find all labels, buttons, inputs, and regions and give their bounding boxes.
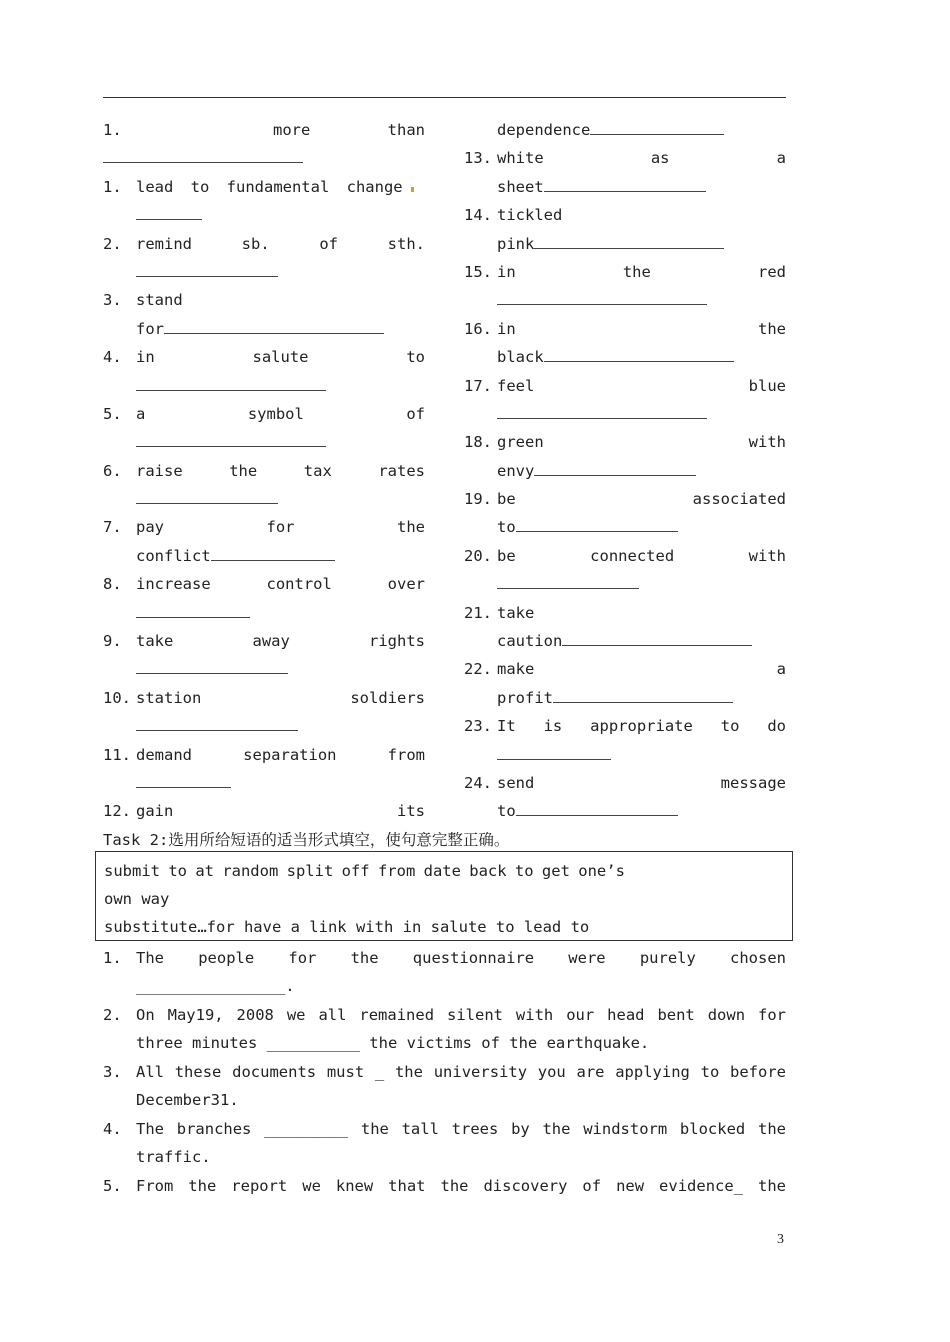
item-number: 2. [103, 234, 122, 253]
answer-blank[interactable] [544, 177, 706, 192]
vocab-item [464, 655, 786, 712]
exercise-text: three minutes __________ the victims of the earthquake. [136, 1034, 650, 1053]
vocab-item [464, 201, 786, 258]
item-phrase: feel blue [497, 376, 786, 395]
exercise-number: 2. [103, 1006, 122, 1024]
phrase-box-line: substitute…for have a link with in salute to lead to [104, 918, 590, 936]
exercise-number: 5. [103, 1177, 122, 1195]
answer-blank[interactable] [497, 745, 611, 760]
item-number: 17. [464, 376, 492, 395]
item-number: 4. [103, 348, 122, 367]
item-number: 14. [464, 206, 492, 225]
exercise-number: 4. [103, 1120, 122, 1138]
item-phrase: be connected with [497, 546, 786, 565]
item-number: 8. [103, 575, 122, 594]
answer-blank[interactable] [534, 234, 724, 249]
exercise-item [103, 944, 786, 1001]
item-number: 11. [103, 745, 131, 764]
answer-blank[interactable] [534, 461, 696, 476]
item-phrase: more than [273, 121, 425, 139]
item-phrase-cont: caution [497, 632, 563, 651]
answer-blank[interactable] [516, 801, 678, 816]
right-vocab-column [464, 116, 786, 826]
item-number: 23. [464, 717, 492, 736]
vocab-item [103, 741, 425, 798]
item-phrase: a symbol of [136, 404, 425, 423]
vocab-item [103, 513, 425, 570]
left-vocab-column [103, 116, 425, 826]
answer-blank[interactable] [516, 517, 678, 532]
vocab-item [103, 230, 425, 287]
answer-blank[interactable] [497, 574, 639, 589]
vocab-item [464, 372, 786, 429]
item-phrase: in the [497, 319, 786, 338]
exercise-item [103, 1172, 786, 1200]
item-phrase: pay for the [136, 518, 425, 537]
item-number: 15. [464, 262, 492, 281]
answer-blank[interactable] [136, 432, 326, 447]
item-number: 22. [464, 660, 492, 679]
exercise-text: On May19, 2008 we all remained silent with our head bent down for [136, 1006, 786, 1024]
item-phrase-cont: for [136, 319, 164, 338]
item-phrase: be associated [497, 490, 786, 509]
item-number: 24. [464, 773, 492, 792]
item-phrase: lead to fundamental change [136, 177, 403, 196]
item-phrase: gain its [136, 802, 425, 821]
item-number: 16. [464, 319, 492, 338]
vocab-item [464, 315, 786, 372]
item-phrase-cont: dependence [497, 121, 591, 139]
exercise-text: traffic. [136, 1148, 211, 1167]
answer-blank[interactable] [497, 404, 707, 419]
vocab-item [103, 797, 425, 825]
item-number: 3. [103, 291, 122, 310]
item-phrase: take away rights [136, 632, 425, 651]
item-phrase-cont: profit [497, 688, 553, 707]
vocab-item [103, 400, 425, 457]
page-number: 3 [777, 1232, 784, 1247]
answer-blank[interactable] [136, 205, 202, 220]
exercise-text: The people for the questionnaire were purely chosen [136, 949, 786, 967]
item-phrase-cont: black [497, 348, 544, 367]
answer-blank[interactable] [103, 148, 303, 163]
vocab-item [464, 769, 786, 826]
vocab-item [103, 116, 425, 173]
vocab-item [103, 343, 425, 400]
exercise-item [103, 1115, 786, 1172]
answer-blank[interactable] [136, 716, 298, 731]
vocab-item [464, 712, 786, 769]
vocab-item [103, 173, 425, 230]
answer-blank[interactable] [497, 290, 707, 305]
answer-blank[interactable] [136, 603, 250, 618]
answer-blank[interactable] [590, 120, 724, 135]
vocab-item [464, 258, 786, 315]
item-phrase: in salute to [136, 348, 425, 367]
item-phrase: white as a [497, 149, 786, 168]
item-phrase: take [497, 603, 535, 622]
item-phrase: It is appropriate to do [497, 717, 786, 736]
top-rule [103, 97, 786, 98]
answer-blank[interactable] [136, 376, 326, 391]
exercise-text: From the report we knew that the discovery of new evidence_ the [136, 1177, 786, 1195]
answer-blank[interactable] [553, 688, 733, 703]
exercise-text: All these documents must _ the university you are applying to before [136, 1063, 786, 1081]
item-number: 9. [103, 632, 122, 651]
item-number: 1. [103, 121, 122, 139]
exercise-item [103, 1001, 786, 1058]
mark-dot [411, 187, 414, 192]
item-number: 20. [464, 546, 492, 565]
item-phrase: send message [497, 773, 786, 792]
vocab-item [103, 684, 425, 741]
answer-blank[interactable] [164, 319, 384, 334]
exercise-text: ________________. [136, 977, 295, 996]
vocab-item [103, 627, 425, 684]
item-phrase-cont: pink [497, 234, 535, 253]
phrase-box-line: submit to at random split off from date back to get one’s [104, 862, 625, 880]
vocab-item [103, 286, 425, 343]
item-phrase-cont: to [497, 802, 516, 821]
item-phrase: remind sb. of sth. [136, 234, 425, 253]
vocab-item [464, 599, 786, 656]
item-phrase: in the red [497, 262, 786, 281]
vocab-item [464, 428, 786, 485]
vocab-item [103, 570, 425, 627]
exercise-number: 1. [103, 949, 122, 967]
item-phrase-cont: envy [497, 461, 535, 480]
answer-blank[interactable] [136, 659, 288, 674]
item-phrase: raise the tax rates [136, 461, 425, 480]
item-number: 19. [464, 490, 492, 509]
answer-blank[interactable] [136, 262, 278, 277]
item-number: 1. [103, 177, 122, 196]
answer-blank[interactable] [544, 347, 734, 362]
item-phrase: stand [136, 291, 183, 310]
item-number: 7. [103, 518, 122, 537]
exercise-text: December31. [136, 1091, 239, 1110]
item-number: 18. [464, 433, 492, 452]
phrase-box [95, 851, 793, 941]
phrase-box-line: own way [104, 890, 170, 908]
exercise-item [103, 1058, 786, 1115]
item-phrase-cont: sheet [497, 177, 544, 196]
item-number: 13. [464, 149, 492, 168]
item-number: 12. [103, 802, 131, 821]
task2-title: Task 2:选用所给短语的适当形式填空，使句意完整正确。 [103, 831, 510, 849]
item-phrase: make a [497, 660, 786, 679]
item-phrase: green with [497, 433, 786, 452]
vocab-item [464, 116, 786, 144]
item-phrase: demand separation from [136, 745, 425, 764]
vocab-item [464, 542, 786, 599]
exercise-number: 3. [103, 1063, 122, 1081]
item-number: 21. [464, 603, 492, 622]
answer-blank[interactable] [136, 489, 278, 504]
exercise-text: The branches _________ the tall trees by the windstorm blocked the [136, 1120, 786, 1138]
answer-blank[interactable] [211, 546, 335, 561]
vocab-item [103, 457, 425, 514]
vocab-item [464, 144, 786, 201]
item-phrase: tickled [497, 206, 563, 225]
item-phrase-cont: to [497, 518, 516, 537]
item-number: 10. [103, 688, 131, 707]
item-phrase: increase control over [136, 575, 425, 594]
item-number: 5. [103, 404, 122, 423]
item-number: 6. [103, 461, 122, 480]
vocab-item [464, 485, 786, 542]
item-phrase: station soldiers [136, 688, 425, 707]
item-phrase-cont: conflict [136, 546, 211, 565]
answer-blank[interactable] [136, 773, 231, 788]
answer-blank[interactable] [562, 631, 752, 646]
